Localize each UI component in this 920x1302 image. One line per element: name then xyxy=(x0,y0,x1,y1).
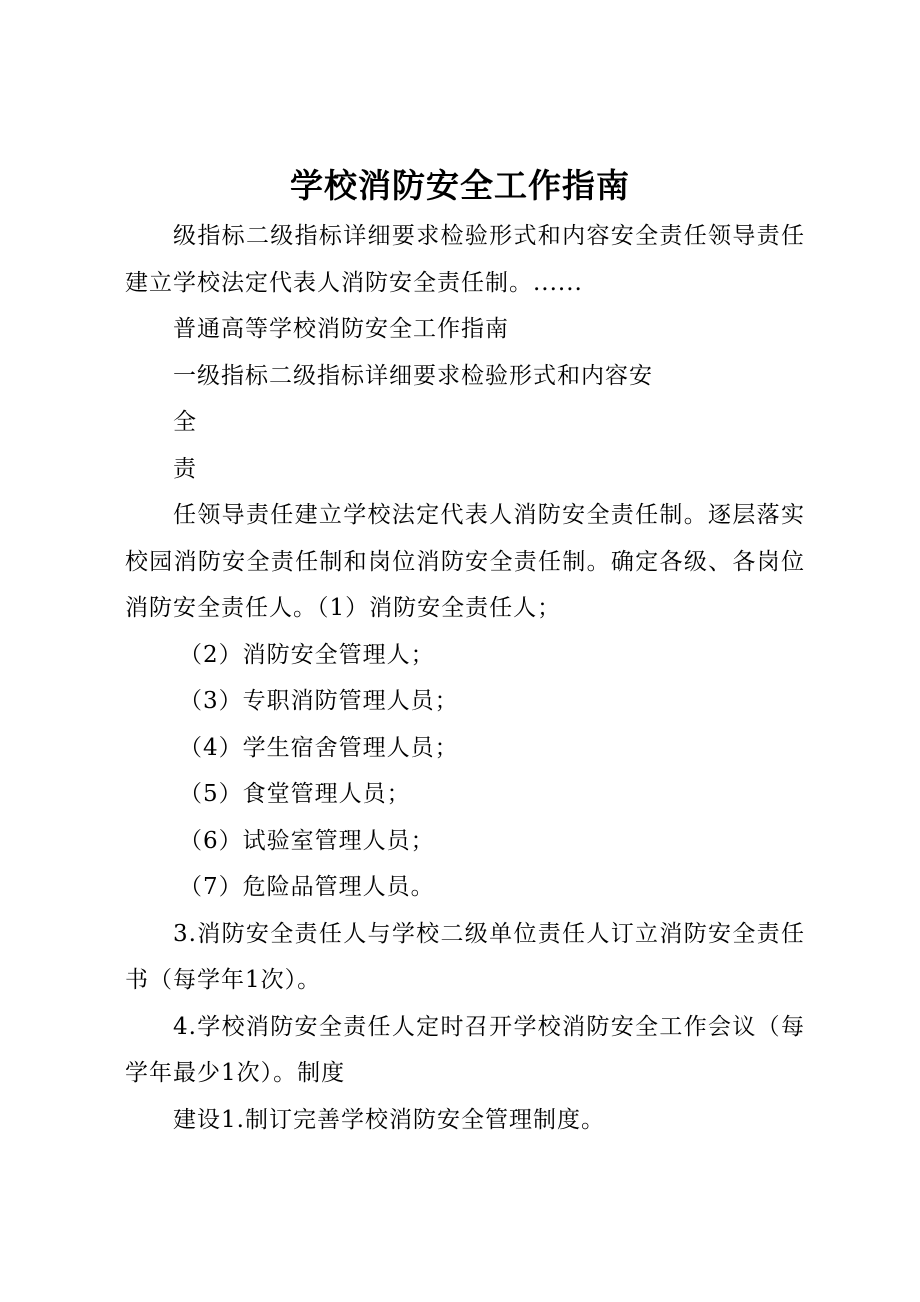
paragraph: 建设1.制订完善学校消防安全管理制度。 xyxy=(173,1106,605,1133)
paragraph: 3.消防安全责任人与学校二级单位责任人订立消防安全责任书（每学年1次）。 xyxy=(125,920,805,993)
list-item: （6）试验室管理人员； xyxy=(179,827,435,854)
paragraph: 任领导责任建立学校法定代表人消防安全责任制。逐层落实校园消防安全责任制和岗位消防安全责任制。确定各级、各岗位消防安全责任人。（1）消防安全责任人； xyxy=(125,502,805,621)
list-item: （5）食堂管理人员； xyxy=(179,781,411,807)
list-item: （7）危险品管理人员。 xyxy=(179,874,435,900)
paragraph: 一级指标二级指标详细要求检验形式和内容安 xyxy=(173,362,653,389)
paragraph: 全 xyxy=(173,409,197,435)
list-item: （4）学生宿舍管理人员； xyxy=(179,734,459,761)
list-item: （3）专职消防管理人员； xyxy=(179,688,459,714)
paragraph: 普通高等学校消防安全工作指南 xyxy=(173,316,509,342)
document-title: 学校消防安全工作指南 xyxy=(290,166,630,205)
document-body xyxy=(125,213,805,1143)
paragraph: 级指标二级指标详细要求检验形式和内容安全责任领导责任建立学校法定代表人消防安全责任制。...... xyxy=(125,223,805,296)
paragraph: 4.学校消防安全责任人定时召开学校消防安全工作会议（每学年最少1次）。制度 xyxy=(125,1013,805,1086)
list-item: （2）消防安全管理人； xyxy=(179,641,435,668)
paragraph: 责 xyxy=(173,455,197,482)
